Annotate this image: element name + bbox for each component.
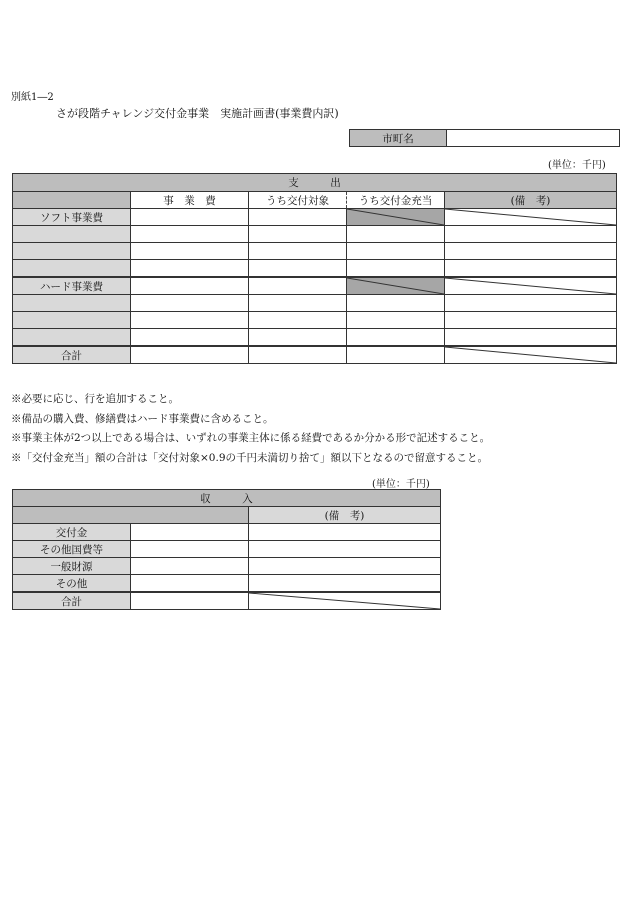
- soft-item-cost[interactable]: [131, 226, 249, 243]
- document-id: 別紙1―2: [11, 92, 54, 103]
- soft-item-remarks[interactable]: [445, 243, 617, 260]
- hard-applied-cell: [347, 277, 445, 295]
- soft-cost-label: ソフト事業費: [13, 209, 131, 226]
- income-row-label: 一般財源: [13, 558, 131, 575]
- note-line: ※「交付金充当」額の合計は「交付対象×0.9の千円未満切り捨て」額以下となるので留意すること。: [11, 451, 488, 464]
- soft-item-label[interactable]: [13, 260, 131, 278]
- soft-item-cost[interactable]: [131, 260, 249, 278]
- income-remarks-cell[interactable]: [249, 575, 441, 593]
- income-row-label: 交付金: [13, 524, 131, 541]
- soft-item-target[interactable]: [249, 243, 347, 260]
- column-cost: 事 業 費: [131, 192, 249, 209]
- hard-item-remarks[interactable]: [445, 312, 617, 329]
- hard-item-remarks[interactable]: [445, 329, 617, 347]
- income-total-cell[interactable]: [131, 592, 249, 610]
- total-cost-cell[interactable]: [131, 346, 249, 364]
- document-title: さが段階チャレンジ交付金事業 実施計画書(事業費内訳): [56, 107, 339, 120]
- hard-item-target[interactable]: [249, 295, 347, 312]
- hard-item-target[interactable]: [249, 329, 347, 347]
- hard-cost-label: ハード事業費: [13, 277, 131, 295]
- income-remarks-cell[interactable]: [249, 558, 441, 575]
- expenditure-total-label: 合計: [13, 346, 131, 364]
- soft-item-cost[interactable]: [131, 243, 249, 260]
- hard-item-applied[interactable]: [347, 312, 445, 329]
- hard-cost-cell[interactable]: [131, 277, 249, 295]
- hard-item-label[interactable]: [13, 312, 131, 329]
- income-remarks-cell[interactable]: [249, 541, 441, 558]
- income-remarks-cell[interactable]: [249, 524, 441, 541]
- hard-item-label[interactable]: [13, 329, 131, 347]
- income-header-blank: [13, 507, 249, 524]
- income-amount-cell[interactable]: [131, 558, 249, 575]
- soft-item-applied[interactable]: [347, 260, 445, 278]
- hard-item-target[interactable]: [249, 312, 347, 329]
- soft-item-target[interactable]: [249, 260, 347, 278]
- column-grant-target: うち交付対象: [249, 192, 347, 209]
- soft-item-label[interactable]: [13, 226, 131, 243]
- hard-item-applied[interactable]: [347, 295, 445, 312]
- expenditure-unit: (単位：千円): [548, 160, 606, 171]
- income-amount-cell[interactable]: [131, 541, 249, 558]
- note-line: ※備品の購入費、修繕費はハード事業費に含めること。: [11, 412, 274, 425]
- income-remarks-header: (備 考): [249, 507, 441, 524]
- income-total-label: 合計: [13, 592, 131, 610]
- soft-applied-cell: [347, 209, 445, 226]
- hard-item-label[interactable]: [13, 295, 131, 312]
- notes: [11, 390, 490, 468]
- income-table: [12, 489, 441, 610]
- hard-remarks-cell: [445, 277, 617, 295]
- income-amount-cell[interactable]: [131, 524, 249, 541]
- expenditure-header: 支 出: [13, 174, 617, 192]
- municipality-table: [349, 129, 620, 147]
- income-unit: (単位：千円): [372, 479, 430, 490]
- hard-item-cost[interactable]: [131, 295, 249, 312]
- soft-item-applied[interactable]: [347, 243, 445, 260]
- column-remarks: (備 考): [445, 192, 617, 209]
- total-applied-cell[interactable]: [347, 346, 445, 364]
- total-remarks-cell: [445, 346, 617, 364]
- soft-item-target[interactable]: [249, 226, 347, 243]
- total-target-cell[interactable]: [249, 346, 347, 364]
- soft-item-label[interactable]: [13, 243, 131, 260]
- soft-item-remarks[interactable]: [445, 226, 617, 243]
- income-row-label: その他: [13, 575, 131, 593]
- income-amount-cell[interactable]: [131, 575, 249, 593]
- income-total-remarks-cell: [249, 592, 441, 610]
- soft-cost-cell[interactable]: [131, 209, 249, 226]
- municipality-field[interactable]: [447, 130, 620, 147]
- municipality-label: 市町名: [350, 130, 447, 147]
- header-blank-cell: [13, 192, 131, 209]
- soft-target-cell[interactable]: [249, 209, 347, 226]
- soft-item-remarks[interactable]: [445, 260, 617, 278]
- expenditure-table: [12, 173, 617, 364]
- hard-item-applied[interactable]: [347, 329, 445, 347]
- hard-item-cost[interactable]: [131, 312, 249, 329]
- column-grant-applied: うち交付金充当: [347, 192, 445, 209]
- income-row-label: その他国費等: [13, 541, 131, 558]
- income-header: 収 入: [13, 490, 441, 507]
- note-line: ※事業主体が2つ以上である場合は、いずれの事業主体に係る経費であるか分かる形で記述すること。: [11, 432, 491, 444]
- hard-item-remarks[interactable]: [445, 295, 617, 312]
- hard-item-cost[interactable]: [131, 329, 249, 347]
- soft-remarks-cell: [445, 209, 617, 226]
- note-line: ※必要に応じ、行を追加すること。: [11, 393, 179, 405]
- soft-item-applied[interactable]: [347, 226, 445, 243]
- hard-target-cell[interactable]: [249, 277, 347, 295]
